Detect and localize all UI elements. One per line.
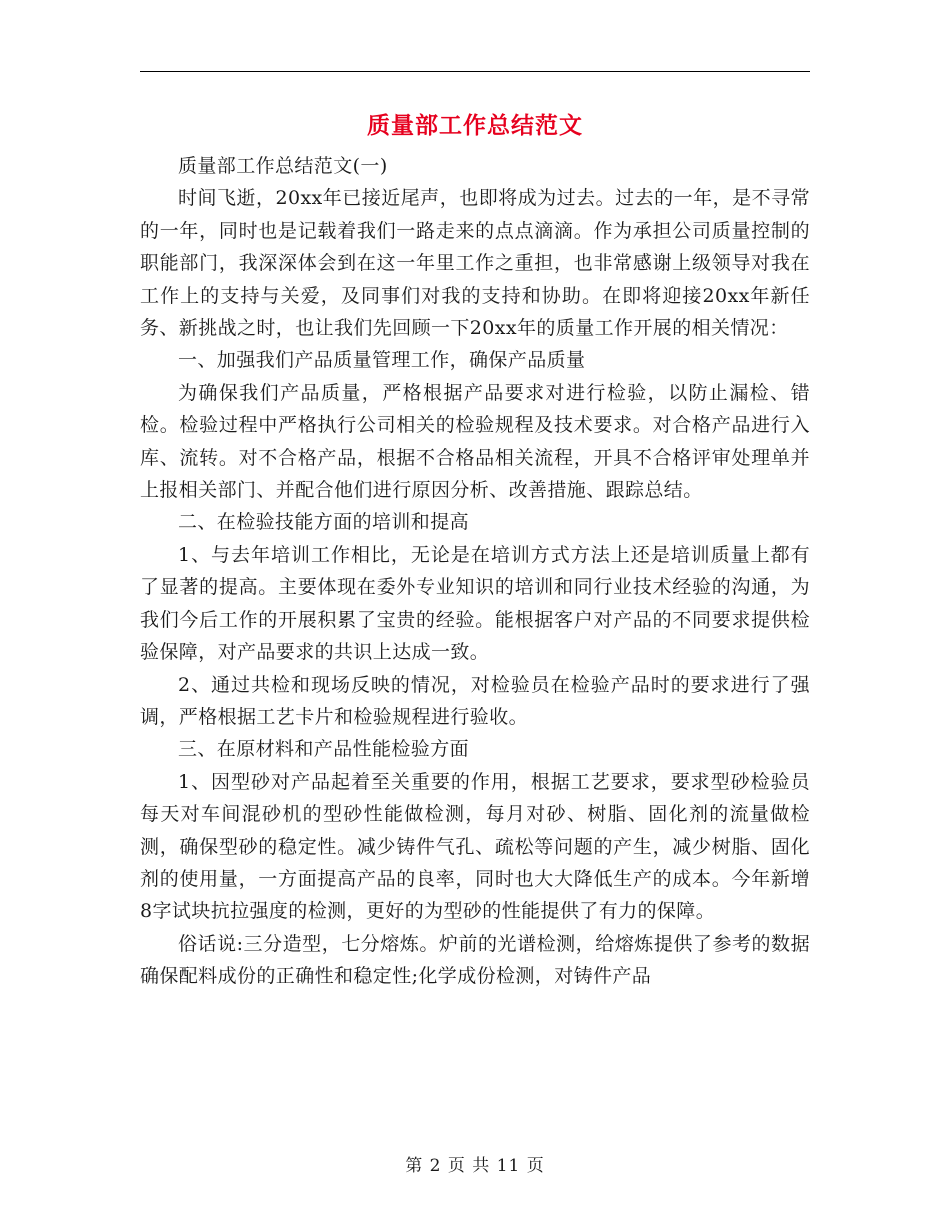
document-title: 质量部工作总结范文 [367, 112, 583, 139]
subtitle-paragraph: 质量部工作总结范文(一) [178, 155, 388, 177]
intro-paragraph: 时间飞逝，20xx年已接近尾声，也即将成为过去。过去的一年，是不寻常的一年，同时也是记载着我们一路走来的点点滴滴。作为承担公司质量控制的职能部门，我深深体会到在这一年里工作之重担，也非常感谢上级领导对我在工作上的支持与关爱，及同事们对我的支持和协助。在即将迎接20xx年新任务、新挑战之时，也让我们先回顾一下20xx年的质量工作开展的相关情况： [140, 187, 810, 340]
body-paragraph: 为确保我们产品质量，严格根据产品要求对进行检验，以防止漏检、错检。检验过程中严格执行公司相关的检验规程及技术要求。对合格产品进行入库、流转。对不合格产品，根据不合格品相关流程，开具不合格评审处理单并上报相关部门、并配合他们进行原因分析、改善措施、跟踪总结。 [140, 381, 810, 502]
section-heading-3: 三、在原材料和产品性能检验方面 [178, 738, 470, 761]
body-paragraph: 俗话说:三分造型，七分熔炼。炉前的光谱检测，给熔炼提供了参考的数据确保配料成份的正确性和稳定性;化学成份检测，对铸件产品 [140, 932, 810, 988]
section-heading-2: 二、在检验技能方面的培训和提高 [178, 511, 470, 534]
body-paragraph: 1、因型砂对产品起着至关重要的作用，根据工艺要求，要求型砂检验员每天对车间混砂机的型砂性能做检测，每月对砂、树脂、固化剂的流量做检测，确保型砂的稳定性。减少铸件气孔、疏松等问题的产生，减少树脂、固化剂的使用量，一方面提高产品的良率，同时也大大降低生产的成本。今年新增8字试块抗拉强度的检测，更好的为型砂的性能提供了有力的保障。 [140, 770, 810, 923]
body-paragraph: 1、与去年培训工作相比，无论是在培训方式方法上还是培训质量上都有了显著的提高。主要体现在委外专业知识的培训和同行业技术经验的沟通，为我们今后工作的开展积累了宝贵的经验。能根据客户对产品的不同要求提供检验保障，对产品要求的共识上达成一致。 [140, 543, 810, 664]
body-paragraph: 2、通过共检和现场反映的情况，对检验员在检验产品时的要求进行了强调，严格根据工艺卡片和检验规程进行验收。 [140, 673, 810, 728]
document-body [140, 150, 810, 993]
section-heading-1: 一、加强我们产品质量管理工作，确保产品质量 [178, 349, 586, 372]
header-rule [140, 71, 810, 72]
page-number: 第 2 页 共 11 页 [405, 1156, 545, 1176]
